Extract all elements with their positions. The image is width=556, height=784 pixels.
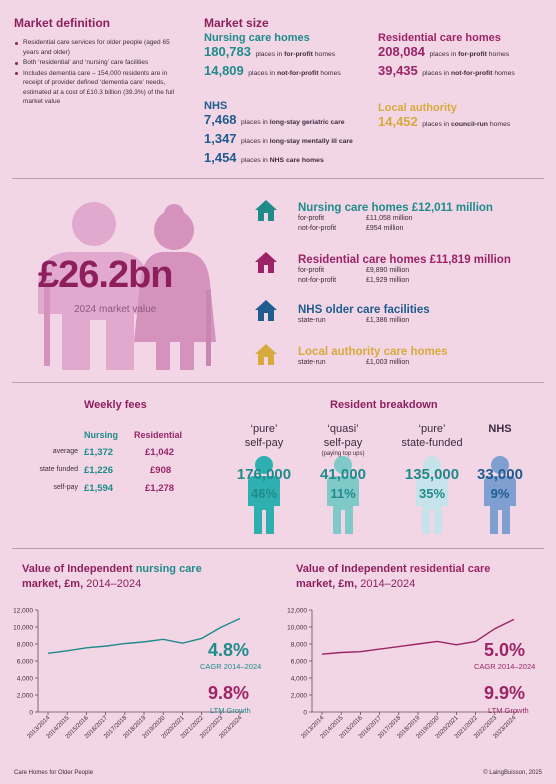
residential-cagr-label: CAGR 2014–2024 bbox=[474, 662, 536, 671]
segment-row: state-run £1,003 million bbox=[298, 359, 410, 366]
segment-residential bbox=[298, 254, 511, 286]
market-size-title: Market size bbox=[204, 16, 269, 30]
x-tick-label: 2017/2018 bbox=[376, 714, 403, 741]
nursing-ltm-label: LTM Growth bbox=[210, 706, 251, 715]
fees-col-residential: Residential bbox=[134, 430, 183, 440]
nursing-cagr-label: CAGR 2014–2024 bbox=[200, 662, 262, 671]
residential-cagr-value: 5.0% bbox=[484, 640, 526, 660]
definition-bullet: Residential care services for older people (aged 65 years and older) bbox=[14, 38, 184, 57]
segment-row: for-profit £9,890 million bbox=[298, 267, 410, 274]
nhs-places-title: NHS bbox=[204, 100, 228, 112]
y-tick-label: 2,000 bbox=[16, 692, 33, 700]
resident-group-percent: 9% bbox=[490, 486, 510, 501]
y-tick-label: 0 bbox=[303, 709, 307, 717]
y-tick-label: 6,000 bbox=[16, 658, 33, 666]
definition-bullet: Includes dementia care – 154,000 residents are in receipt of provider defined ‘dementia care’ needs, estimated at a cost of £10.3 billion (39.3%) of the full market value bbox=[14, 69, 184, 107]
definition-bullet: Both ‘residential’ and ‘nursing’ care facilities bbox=[14, 58, 184, 68]
fees-row-label: state funded bbox=[39, 466, 78, 473]
x-tick-label: 2015/2016 bbox=[338, 714, 364, 741]
x-tick-label: 2021/2022 bbox=[179, 714, 206, 741]
nhs-places-row: 1,347 places in long-stay mentally ill care bbox=[204, 131, 353, 146]
x-tick-label: 2020/2021 bbox=[160, 714, 186, 741]
fees-nursing-value: £1,226 bbox=[84, 465, 114, 476]
house-icon bbox=[254, 250, 278, 279]
segment-title: Nursing care homes £12,011 million bbox=[298, 202, 493, 214]
y-tick-label: 10,000 bbox=[13, 624, 33, 632]
market-definition-title: Market definition bbox=[14, 16, 111, 30]
weekly-fees-title: Weekly fees bbox=[84, 399, 147, 411]
section-divider bbox=[12, 178, 544, 179]
resident-group-label: ‘pure’ self-pay bbox=[244, 423, 284, 449]
x-tick-label: 2020/2021 bbox=[434, 714, 460, 741]
y-tick-label: 0 bbox=[29, 709, 33, 717]
fees-residential-value: £1,278 bbox=[145, 483, 175, 494]
y-tick-label: 12,000 bbox=[287, 607, 307, 615]
x-tick-label: 2013/2014 bbox=[299, 714, 326, 741]
market-value-caption: 2024 market value bbox=[74, 304, 157, 315]
resident-group-label: NHS bbox=[488, 423, 512, 435]
house-icon bbox=[254, 198, 278, 227]
segment-row: not-for-profit £954 million bbox=[298, 225, 404, 232]
nursing-cagr-value: 4.8% bbox=[208, 640, 250, 660]
market-value-amount: £26.2bn bbox=[38, 254, 173, 296]
residential-chart-title: Value of Independent residential care market, £m, 2014–2024 bbox=[296, 563, 491, 590]
x-tick-label: 2017/2018 bbox=[102, 714, 129, 741]
y-tick-label: 4,000 bbox=[16, 675, 33, 683]
x-tick-label: 2022/2023 bbox=[472, 714, 499, 741]
fees-row-label: average bbox=[52, 448, 78, 455]
local-authority-places-title: Local authority bbox=[378, 102, 457, 114]
x-tick-label: 2014/2015 bbox=[44, 714, 71, 741]
segment-row: state-run £1,386 million bbox=[298, 317, 410, 324]
nursing-places-block bbox=[204, 32, 341, 82]
segment-title: NHS older care facilities bbox=[298, 304, 430, 316]
residential-places-title: Residential care homes bbox=[378, 32, 501, 44]
residential-ltm-label: LTM Growth bbox=[488, 706, 529, 715]
section-divider bbox=[12, 548, 544, 549]
segment-row: not-for-profit £1,929 million bbox=[298, 277, 410, 284]
nursing-chart-title: Value of Independent nursing care market, £m, 2014–2024 bbox=[22, 563, 202, 590]
x-tick-label: 2021/2022 bbox=[453, 714, 480, 741]
x-tick-label: 2016/2017 bbox=[83, 714, 110, 741]
resident-group-label: ‘quasi’ self-pay (paying top ups) bbox=[321, 423, 365, 457]
market-definition-list bbox=[14, 38, 184, 108]
nhs-places-row: 1,454 places in NHS care homes bbox=[204, 150, 324, 165]
x-tick-label: 2019/2020 bbox=[140, 714, 167, 741]
residential-places-block bbox=[378, 32, 515, 82]
segment-nhs bbox=[298, 304, 430, 326]
resident-group-label: ‘pure’ state-funded bbox=[401, 423, 463, 449]
x-tick-label: 2014/2015 bbox=[318, 714, 345, 741]
y-tick-label: 8,000 bbox=[290, 641, 307, 649]
nursing-ltm-value: 9.8% bbox=[208, 683, 250, 703]
house-icon bbox=[254, 342, 278, 371]
segment-title: Residential care homes £11,819 million bbox=[298, 254, 511, 266]
x-tick-label: 2018/2019 bbox=[121, 714, 148, 741]
resident-group-number: 176,000 bbox=[236, 466, 292, 483]
x-tick-label: 2013/2014 bbox=[25, 714, 52, 741]
footer-left: Care Homes for Older People bbox=[14, 770, 94, 776]
resident-group-number: 41,000 bbox=[320, 466, 366, 483]
y-tick-label: 4,000 bbox=[290, 675, 307, 683]
y-tick-label: 10,000 bbox=[287, 624, 307, 632]
segment-title: Local authority care homes bbox=[298, 346, 448, 358]
fees-nursing-value: £1,594 bbox=[84, 483, 114, 494]
house-icon bbox=[254, 298, 278, 327]
fees-col-nursing: Nursing bbox=[84, 430, 119, 440]
resident-group-number: 135,000 bbox=[404, 466, 460, 483]
nursing-places-row: 14,809 places in not-for-profit homes bbox=[204, 63, 341, 78]
segment-local-authority bbox=[298, 346, 448, 368]
x-tick-label: 2023/2024 bbox=[217, 714, 244, 741]
x-tick-label: 2018/2019 bbox=[395, 714, 422, 741]
residential-places-row: 39,435 places in not-for-profit homes bbox=[378, 63, 515, 78]
y-tick-label: 12,000 bbox=[13, 607, 33, 615]
resident-group-percent: 46% bbox=[250, 486, 278, 501]
x-tick-label: 2022/2023 bbox=[198, 714, 225, 741]
x-tick-label: 2015/2016 bbox=[64, 714, 90, 741]
segment-row: for-profit £11,058 million bbox=[298, 215, 413, 222]
segment-nursing bbox=[298, 202, 493, 234]
residential-ltm-value: 9.9% bbox=[484, 683, 526, 703]
y-tick-label: 8,000 bbox=[16, 641, 33, 649]
local-authority-places-block bbox=[378, 102, 510, 133]
resident-breakdown-title: Resident breakdown bbox=[330, 399, 438, 411]
resident-group-number: 33,000 bbox=[477, 466, 523, 483]
residential-places-row: 208,084 places in for-profit homes bbox=[378, 44, 510, 59]
footer-right: © LaingBuisson, 2025 bbox=[483, 770, 542, 776]
local-authority-places-row: 14,452 places in council-run homes bbox=[378, 114, 511, 129]
nursing-places-title: Nursing care homes bbox=[204, 32, 310, 44]
x-tick-label: 2019/2020 bbox=[414, 714, 441, 741]
fees-row-label: self-pay bbox=[53, 484, 78, 491]
fees-residential-value: £908 bbox=[150, 465, 172, 476]
fees-nursing-value: £1,372 bbox=[84, 447, 114, 458]
fees-residential-value: £1,042 bbox=[145, 447, 175, 458]
resident-group-percent: 11% bbox=[330, 486, 356, 501]
nhs-places-row: 7,468 places in long-stay geriatric care bbox=[204, 112, 345, 127]
nhs-places-block bbox=[204, 100, 353, 169]
resident-group-percent: 35% bbox=[418, 486, 446, 501]
x-tick-label: 2023/2024 bbox=[491, 714, 518, 741]
section-divider bbox=[12, 382, 544, 383]
y-tick-label: 2,000 bbox=[290, 692, 307, 700]
y-tick-label: 6,000 bbox=[290, 658, 307, 666]
nursing-places-row: 180,783 places in for-profit homes bbox=[204, 44, 336, 59]
x-tick-label: 2016/2017 bbox=[357, 714, 384, 741]
